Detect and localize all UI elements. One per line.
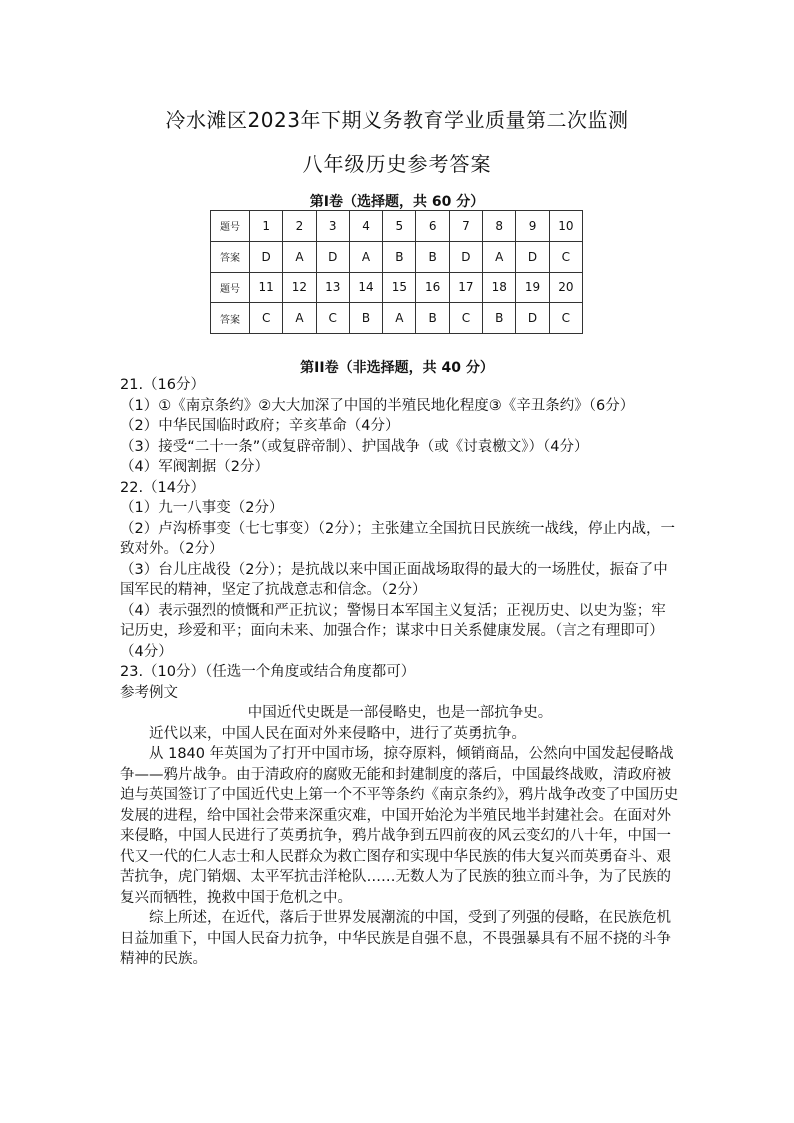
essay-paragraph: 综上所述，在近代，落后于世界发展潮流的中国，受到了列强的侵略，在民族危机日益加重下，中国人民奋力抗争，中华民族是自强不息，不畏强暴具有不屈不挠的斗争精神的民族。 (120, 910, 671, 967)
table-cell: 8 (483, 211, 516, 242)
answer-line: （1）九一八事变（2分） (120, 500, 284, 516)
table-cell: 13 (316, 272, 349, 303)
table-cell: A (349, 241, 382, 272)
table-cell: 2 (283, 211, 316, 242)
table-cell: B (383, 241, 416, 272)
table-cell: D (316, 241, 349, 272)
table-cell: D (449, 241, 482, 272)
essay-title: 中国近代史既是一部侵略史，也是一部抗争史。 (247, 705, 553, 721)
table-cell: 1 (250, 211, 283, 242)
table-cell: A (283, 303, 316, 334)
table-cell: 3 (316, 211, 349, 242)
answer-line: （2）卢沟桥事变（七七事变）（2分）；主张建立全国抗日民族统一战线，停止内战，一致对外。（2分） (120, 520, 675, 557)
table-cell: 7 (449, 211, 482, 242)
answer-line: 22.（14分） (120, 479, 206, 496)
answer-line: （4）表示强烈的愤慨和严正抗议；警惕日本军国主义复活；正视历史、以史为鉴；牢记历史，珍爱和平；面向未来、加强合作；谋求中日关系健康发展。（言之有理即可）（4分） (120, 602, 666, 660)
table-cell: 17 (449, 272, 482, 303)
document-subtitle: 八年级历史参考答案 (302, 152, 492, 176)
table-cell: 14 (349, 272, 382, 303)
answer-line: （3）接受“二十一条”（或复辟帝制）、护国战争（或《讨袁檄文》）（4分） (120, 438, 589, 455)
table-cell: A (383, 303, 416, 334)
answer-line: 参考例文 (120, 684, 178, 701)
table-cell: B (416, 241, 449, 272)
table-cell: 4 (349, 211, 382, 242)
table-cell: C (549, 303, 582, 334)
table-cell: A (483, 241, 516, 272)
table-row (211, 241, 583, 272)
table-cell: D (516, 241, 549, 272)
row-label: 答案 (211, 241, 250, 272)
section1-heading: 第Ⅰ卷（选择题，共 60 分） (309, 194, 485, 210)
row-label: 答案 (211, 303, 250, 334)
essay-paragraph: 近代以来，中国人民在面对外来侵略中，进行了英勇抗争。 (149, 725, 526, 742)
table-cell: 6 (416, 211, 449, 242)
table-cell: 11 (250, 272, 283, 303)
answer-line: （2）中华民国临时政府；辛亥革命（4分） (120, 418, 400, 434)
answer-line: （4）军阀割据（2分） (120, 459, 269, 475)
answer-table (210, 210, 583, 334)
row-label: 题号 (211, 211, 250, 242)
table-cell: B (483, 303, 516, 334)
table-row (211, 211, 583, 242)
table-cell: D (250, 241, 283, 272)
table-cell: C (316, 303, 349, 334)
table-row (211, 272, 583, 303)
document-title: 冷水滩区2023年下期义务教育学业质量第二次监测 (165, 108, 629, 132)
table-cell: 16 (416, 272, 449, 303)
table-cell: 12 (283, 272, 316, 303)
table-cell: B (349, 303, 382, 334)
table-cell: 19 (516, 272, 549, 303)
table-row (211, 303, 583, 334)
table-cell: 20 (549, 272, 582, 303)
essay-paragraph: 从 1840 年英国为了打开中国市场，掠夺原料，倾销商品，公然向中国发起侵略战争——鸦片战争。由于清政府的腐败无能和封建制度的落后，中国最终战败，清政府被迫与英国签订了中国近代史上第一个不平等条约《南京条约》，鸦片战争改变了中国历史发展的进程，给中国社会带来深重灾难，中国开始沦为半殖民地半封建社会。在面对外来侵略，中国人民进行了英勇抗争，鸦片战争到五四前夜的风云变幻的八十年，中国一代又一代的仁人志士和人民群众为救亡图存和实现中华民族的伟大复兴而英勇奋斗、艰苦抗争，虎门销烟、太平军抗击洋枪队……无数人为了民族的独立而斗争，为了民族的复兴而牺牲，挽救中国于危机之中。 (120, 746, 679, 906)
table-cell: A (283, 241, 316, 272)
answer-line: 21.（16分） (120, 377, 206, 393)
table-cell: C (250, 303, 283, 334)
row-label: 题号 (211, 272, 250, 303)
table-cell: 15 (383, 272, 416, 303)
table-cell: C (549, 241, 582, 272)
table-cell: 9 (516, 211, 549, 242)
answer-line: （3）台儿庄战役（2分）；是抗战以来中国正面战场取得的最大的一场胜仗，振奋了中国军民的精神，坚定了抗战意志和信念。（2分） (120, 561, 668, 598)
table-cell: B (416, 303, 449, 334)
table-cell: 10 (549, 211, 582, 242)
table-cell: D (516, 303, 549, 334)
section2-heading: 第II卷（非选择题，共 40 分） (300, 360, 494, 376)
table-cell: 18 (483, 272, 516, 303)
table-cell: 5 (383, 211, 416, 242)
answer-line: 23.（10分）（任选一个角度或结合角度都可） (120, 664, 416, 680)
answer-line: （1）①《南京条约》②大大加深了中国的半殖民地化程度③《辛丑条约》（6分） (120, 397, 635, 414)
table-cell: C (449, 303, 482, 334)
answer-body (120, 375, 680, 970)
